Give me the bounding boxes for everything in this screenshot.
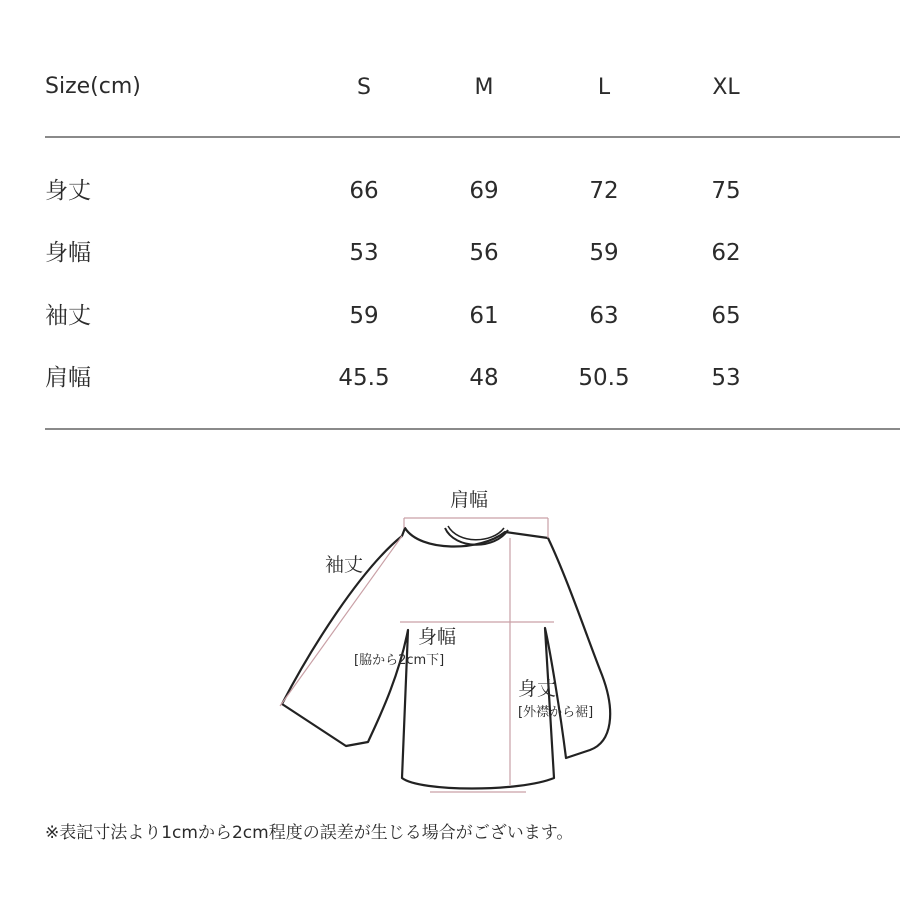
size-col-l: L	[597, 75, 611, 100]
table-cell: 53	[349, 240, 379, 266]
diagram-shoulder-label: 肩幅	[450, 489, 489, 511]
table-cell: 59	[349, 303, 379, 329]
table-cell: 50.5	[578, 365, 630, 391]
table-cell: 48	[469, 365, 499, 391]
row-label-sleeve-length: 袖丈	[45, 303, 91, 329]
diagram-width-note: [脇から2cm下]	[354, 653, 445, 668]
size-col-s: S	[357, 75, 371, 100]
diagram-width-label: 身幅	[418, 626, 457, 648]
table-cell: 59	[589, 240, 619, 266]
footnote: ※表記寸法より1cmから2cm程度の誤差が生じる場合がございます。	[45, 823, 574, 843]
size-col-m: M	[474, 75, 494, 100]
table-cell: 72	[589, 178, 619, 204]
row-label-body-width: 身幅	[45, 240, 91, 266]
table-cell: 62	[711, 240, 741, 266]
table-cell: 75	[711, 178, 741, 204]
table-bottom-divider	[45, 428, 900, 430]
garment-diagram	[270, 480, 630, 800]
table-cell: 53	[711, 365, 741, 391]
size-header-label: Size(cm)	[45, 74, 141, 99]
diagram-sleeve-label: 袖丈	[325, 554, 364, 576]
table-cell: 61	[469, 303, 499, 329]
diagram-length-note: [外襟から裾]	[518, 705, 594, 720]
diagram-length-label: 身丈	[518, 678, 557, 700]
row-label-shoulder-width: 肩幅	[45, 365, 91, 391]
header-divider	[45, 136, 900, 138]
table-cell: 56	[469, 240, 499, 266]
table-cell: 63	[589, 303, 619, 329]
table-cell: 69	[469, 178, 499, 204]
table-cell: 45.5	[338, 365, 390, 391]
table-cell: 65	[711, 303, 741, 329]
row-label-body-length: 身丈	[45, 178, 91, 204]
table-cell: 66	[349, 178, 379, 204]
size-col-xl: XL	[712, 75, 740, 100]
